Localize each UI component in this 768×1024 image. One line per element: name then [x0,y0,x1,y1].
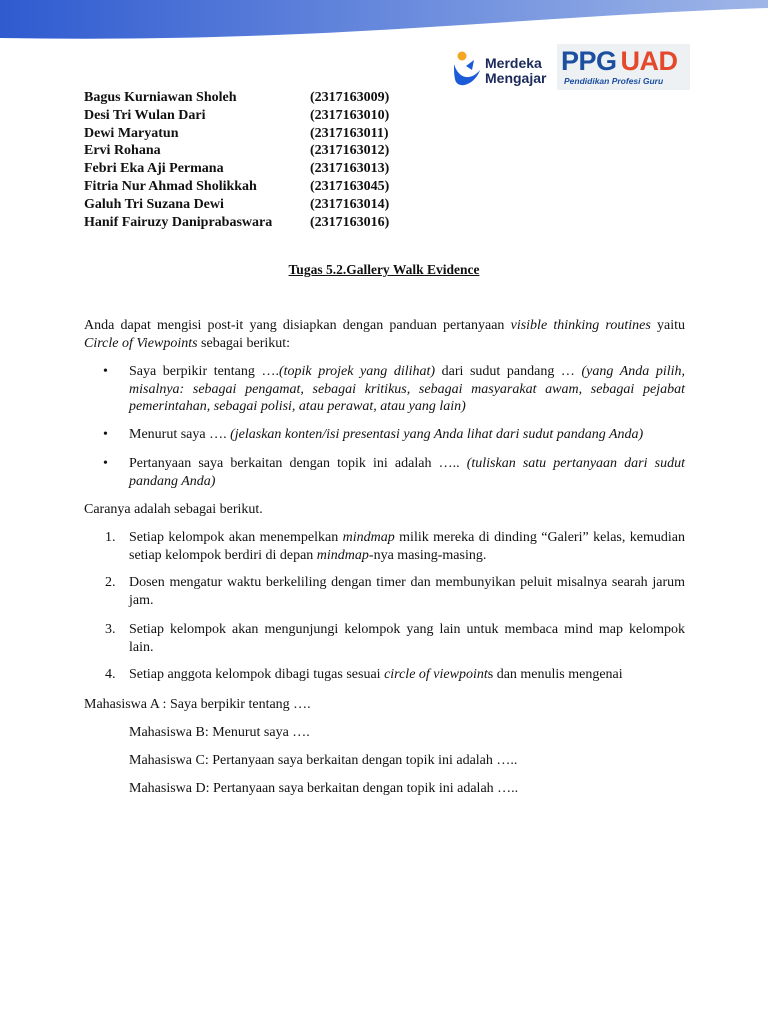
member-name: Bagus Kurniawan Sholeh [84,90,237,105]
member-id: (2317163009) [310,90,390,105]
bullet-dot-icon: • [103,456,108,471]
member-id: (2317163016) [310,214,390,230]
member-name: Dewi Maryatun [84,125,179,141]
step-number: 1. [105,530,116,545]
member-id: (2317163011) [310,125,389,141]
merdeka-mengajar-logo [452,48,552,90]
member-name: Desi Tri Wulan Dari [84,107,206,123]
student-a-line: Mahasiswa A : Saya berpikir tentang …. [84,697,311,712]
intro-italic-2: Circle of Viewpoints [84,335,198,351]
step-text: Setiap anggota kelompok dibagi tugas sesuai circle of viewpoints dan menulis mengenai [129,667,623,682]
uad-text: UAD [620,46,678,76]
step-text: Setiap kelompok akan menempelkan mindmap milik mereka di dinding “Galeri” kelas, kemudian setiap kelompok berdiri di depan mindmap-nya masing-masing. [129,530,685,563]
member-row [84,178,389,196]
bullet-text: Menurut saya …. (jelaskan konten/isi presentasi yang Anda lihat dari sudut pandang Anda) [129,427,644,442]
student-c-line: Mahasiswa C: Pertanyaan saya berkaitan dengan topik ini adalah ….. [129,753,518,768]
intro-text-2: yaitu [650,318,685,333]
intro-italic-1: visible thinking routines [510,318,651,333]
merdeka-text: Merdeka [485,55,542,71]
mengajar-text: Mengajar [485,70,547,86]
step-number: 2. [105,575,116,590]
member-id: (2317163045) [310,178,390,194]
step-number: 4. [105,667,116,682]
member-id: (2317163012) [310,143,390,159]
intro-text-1: Anda dapat mengisi post-it yang disiapkan dengan panduan pertanyaan [84,318,511,333]
step-number: 3. [105,622,116,637]
step-text: Setiap kelompok akan mengunjungi kelompok yang lain untuk membaca mind map kelompok lain. [129,622,685,655]
steps-intro: Caranya adalah sebagai berikut. [84,502,263,517]
merdeka-mengajar-icon [452,48,484,90]
member-row [84,89,389,107]
student-d-line: Mahasiswa D: Pertanyaan saya berkaitan dengan topik ini adalah ….. [129,781,519,796]
member-name: Fitria Nur Ahmad Sholikkah [84,178,257,194]
member-row [84,125,389,143]
ppg-text: PPG [561,46,617,76]
bullet-text: Pertanyaan saya berkaitan dengan topik ini adalah ….. (tuliskan satu pertanyaan dari sudut pandang Anda) [129,456,685,489]
member-name: Galuh Tri Suzana Dewi [84,196,224,212]
member-row [84,160,389,178]
intro-paragraph [84,317,685,352]
bullet-text: Saya berpikir tentang ….(topik projek yang dilihat) dari sudut pandang … (yang Anda pilih, misalnya: sebagai pengamat, sebagai kritikus, sebagai masyarakat awam, sebagai pejabat pemerintahan, sebagai polisi, atau perawat, atau yang lain) [129,364,686,414]
member-row [84,214,389,232]
member-id: (2317163013) [310,161,390,177]
logo-area [452,44,692,94]
member-list [84,89,389,231]
member-row [84,142,389,160]
member-row [84,107,389,125]
student-b-line: Mahasiswa B: Menurut saya …. [129,725,310,740]
member-row [84,196,389,214]
member-name: Ervi Rohana [84,143,161,159]
header-banner [0,0,768,46]
member-name: Hanif Fairuzy Daniprabaswara [84,214,273,230]
bullet-dot-icon: • [103,364,108,379]
member-id: (2317163014) [310,196,390,212]
page-title: Tugas 5.2.Gallery Walk Evidence [288,262,480,277]
ppg-subtitle: Pendidikan Profesi Guru [564,76,664,86]
step-text: Dosen mengatur waktu berkeliling dengan timer dan membunyikan peluit misalnya searah jarum jam. [129,575,685,608]
member-id: (2317163010) [310,107,390,123]
member-name: Febri Eka Aji Permana [84,161,224,177]
ppg-uad-logo [557,44,690,90]
bullet-dot-icon: • [103,427,108,442]
intro-text-3: sebagai berikut: [197,335,291,351]
